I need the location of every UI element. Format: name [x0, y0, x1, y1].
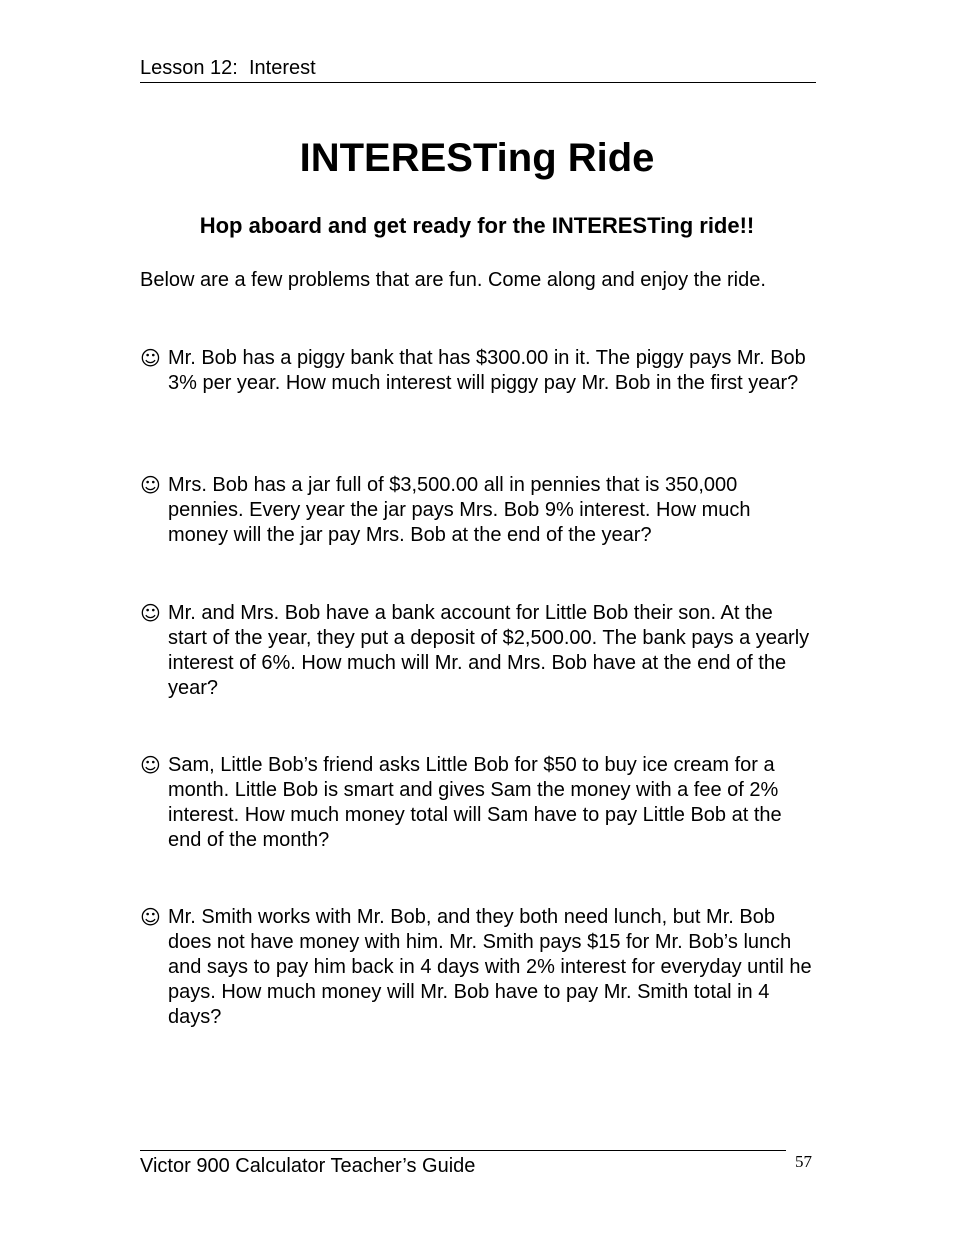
problem-item [140, 346, 816, 396]
smiley-icon: ☺ [140, 905, 161, 929]
page-number: 57 [795, 1152, 812, 1171]
page-title: INTERESTing Ride [299, 136, 655, 180]
problem-item [140, 905, 816, 1030]
intro-paragraph: Below are a few problems that are fun. Come along and enjoy the ride. [140, 269, 766, 291]
problem-item [140, 753, 816, 853]
problem-text: Mrs. Bob has a jar full of $3,500.00 all in pennies that is 350,000 pennies. Every year the jar pays Mrs. Bob 9% interest. How much money will the jar pay Mrs. Bob at the end of the year? [168, 474, 751, 546]
problem-text: Sam, Little Bob’s friend asks Little Bob for $50 to buy ice cream for a month. Little Bob is smart and gives Sam the money with a fee of 2% interest. How much money total will Sam have to pay Little Bob at the end of the month? [168, 754, 782, 851]
problem-text: Mr. Bob has a piggy bank that has $300.00 in it. The piggy pays Mr. Bob 3% per year. How much interest will piggy pay Mr. Bob in the first year? [168, 347, 806, 394]
page-footer: Victor 900 Calculator Teacher’s Guide [140, 1150, 786, 1179]
problem-item [140, 601, 816, 701]
page-header: Lesson 12: Interest [140, 56, 816, 83]
problem-text: Mr. and Mrs. Bob have a bank account for Little Bob their son. At the start of the year, they put a deposit of $2,500.00. The bank pays a yearly interest of 6%. How much will Mr. and Mrs. Bob have at the end of the year? [168, 602, 810, 699]
page-subtitle: Hop aboard and get ready for the INTERESTing ride!! [199, 213, 755, 238]
problem-text: Mr. Smith works with Mr. Bob, and they both need lunch, but Mr. Bob does not have money with him. Mr. Smith pays $15 for Mr. Bob’s lunch and says to pay him back in 4 days with 2% interest for everyday until he pays. How much money will Mr. Bob have to pay Mr. Smith total in 4 days? [168, 906, 812, 1028]
smiley-icon: ☺ [140, 601, 161, 625]
smiley-icon: ☺ [140, 346, 161, 370]
smiley-icon: ☺ [140, 753, 161, 777]
smiley-icon: ☺ [140, 473, 161, 497]
problem-item [140, 473, 816, 548]
